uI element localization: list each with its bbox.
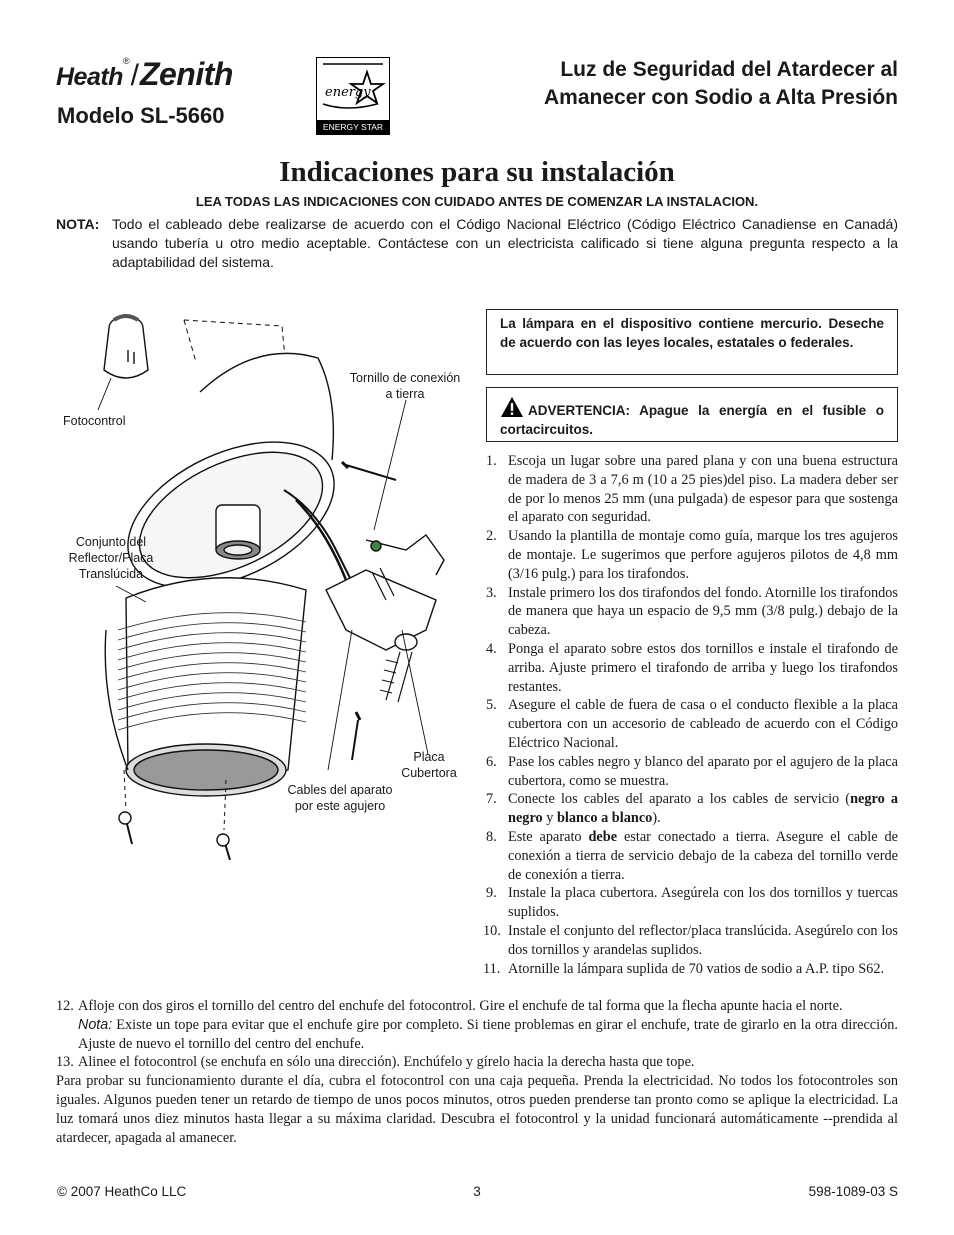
- step-text: Ponga el aparato sobre estos dos tornillos e instale el tirafondo de arriba. Ajuste primero el tirafondo de arriba y luego los tirafondos restantes.: [508, 640, 898, 695]
- list-item: [486, 584, 898, 640]
- list-item: [486, 790, 898, 828]
- step-bold: negro a negro: [508, 791, 898, 827]
- step-number: 10.: [483, 922, 501, 939]
- step-number: 6.: [486, 753, 497, 770]
- warning-notice: [486, 387, 898, 442]
- brand-logo: Heath®/Zenith: [56, 56, 233, 92]
- label-cables-line2: por este agujero: [294, 799, 386, 813]
- warning-icon: [500, 396, 524, 418]
- label-placa: [394, 749, 464, 781]
- list-item: [486, 828, 898, 884]
- label-cables-line1: Cables del aparato: [287, 783, 393, 797]
- step-nota-text: Existe un tope para evitar que el enchufe gire por completo. Si tiene problemas en girar el enchufe, trate de girarlo en la otra dirección. Ajuste de nuevo el tornillo del centro del enchufe.: [78, 1016, 898, 1052]
- warning-text: ADVERTENCIA: Apague la energía en el fusible o cortacircuitos.: [500, 403, 884, 437]
- energy-star-icon: [317, 58, 389, 120]
- step-number: 12.: [56, 998, 74, 1014]
- footer-copyright: © 2007 HeathCo LLC: [57, 1184, 187, 1199]
- list-item: [56, 1053, 898, 1072]
- mercury-notice: La lámpara en el dispositivo contiene mercurio. Deseche de acuerdo con las leyes locales, estatales o federales.: [486, 309, 898, 375]
- list-item: [486, 753, 898, 791]
- step-text: Conecte los cables del aparato a los cables de servicio (: [508, 791, 851, 808]
- closing-paragraph: Para probar su funcionamiento durante el día, cubra el fotocontrol con una caja pequeña. Prenda la electricidad. No todos los fotocontroles son iguales. Algunos pueden tener un retardo de tiempo de unos pocos minutos, otros pueden prenderse tan pronto como se aplique la electricidad. La luz tomará unos diez minutos hasta llegar a su máxima claridad. Descubra el fotocontrol y la unidad funcionará automáticamente --prendida al atardecer, apagada al amanecer.: [56, 1073, 898, 1146]
- brand-heath: Heath: [56, 63, 123, 91]
- label-tornillo-line2: a tierra: [385, 387, 425, 401]
- step-number: 9.: [486, 885, 497, 902]
- page-title: Indicaciones para su instalación: [279, 156, 675, 188]
- step-number: 3.: [486, 584, 497, 601]
- product-title-line2: Amanecer con Sodio a Alta Presión: [544, 86, 898, 109]
- list-item: [486, 884, 898, 922]
- step-text: Este aparato: [508, 828, 589, 845]
- step-bold: blanco a blanco: [556, 810, 653, 827]
- list-item: [56, 997, 898, 1053]
- energy-script-text: energy: [325, 85, 371, 100]
- label-conjunto-line2: Reflector/Placa: [68, 551, 154, 565]
- label-conjunto: [56, 534, 166, 582]
- step-number: 2.: [486, 528, 497, 545]
- list-item: [486, 527, 898, 583]
- step-text: Usando la plantilla de montaje como guía, marque los tres agujeros de montaje. Le sugerimos que perfore agujeros pilotos de 4,8 mm (3/16 pulg.) para los tirafondos.: [508, 528, 898, 582]
- nota-section: [56, 215, 898, 272]
- step-number: 5.: [486, 697, 497, 714]
- label-placa-line1: Placa: [413, 750, 445, 764]
- energy-star-label: ENERGY STAR: [317, 120, 389, 134]
- model-number: Modelo SL-5660: [57, 103, 225, 128]
- step-text: Instale la placa cubertora. Asegúrela con los dos tornillos y tuercas suplidos.: [508, 885, 898, 921]
- step-text: Instale primero los dos tirafondos del fondo. Atornille los tirafondos de manera que haya un espacio de 9,5 mm (3/8 pulg.) debajo de la cabeza.: [508, 584, 898, 639]
- nota-text: Todo el cableado debe realizarse de acuerdo con el Código Nacional Eléctrico (Código Eléctrico Canadiense en Canadá) usando tubería u otro medio aceptable. Contáctese con un electricista calificado si tiene alguna pregunta respecto a la adaptabilidad del sistema.: [112, 216, 898, 270]
- step-number: 1.: [486, 453, 497, 469]
- product-title-line1: Luz de Seguridad del Atardecer al: [560, 58, 898, 81]
- nota-label: NOTA:: [56, 216, 100, 232]
- installation-diagram: [56, 300, 476, 860]
- footer-page-number: 3: [473, 1184, 481, 1199]
- footer-code: 598-1089-03 S: [808, 1184, 898, 1199]
- step-text: Afloje con dos giros el tornillo del centro del enchufe del fotocontrol. Gire el enchufe de tal forma que la flecha apunte hacia el norte.: [78, 998, 843, 1014]
- steps-list: [483, 452, 898, 978]
- step-text: Atornille la lámpara suplida de 70 vatios de sodio a A.P. tipo S62.: [508, 960, 885, 977]
- step-text: y: [542, 810, 557, 827]
- label-tornillo-line1: Tornillo de conexión: [349, 371, 461, 385]
- step-text: Alinee el fotocontrol (se enchufa en sólo una dirección). Enchúfelo y gírelo hacia la derecha hasta que tope.: [78, 1054, 695, 1071]
- product-title: [478, 56, 898, 112]
- read-all-notice: LEA TODAS LAS INDICACIONES CON CUIDADO ANTES DE COMENZAR LA INSTALACION.: [195, 194, 759, 209]
- step-text: Escoja un lugar sobre una pared plana y con una buena estructura de madera de 3 a 7,6 m (10 a 25 pies)del piso. La madera deber ser de por lo menos 25 mm (una pulgada) de espesor para que sostenga el aparato con seguridad.: [508, 453, 898, 526]
- step-number: 11.: [483, 960, 501, 977]
- label-tornillo: [330, 370, 480, 402]
- label-fotocontrol: Fotocontrol: [63, 414, 126, 428]
- step-number: 7.: [486, 791, 497, 808]
- step-number: 4.: [486, 640, 497, 657]
- energy-star-logo: [316, 57, 390, 135]
- step-text: Asegure el cable de fuera de casa o el conducto flexible a la placa cubertora con un accesorio de cableado de acuerdo con el Código Eléctrico Nacional.: [508, 697, 898, 751]
- label-cables: [278, 782, 402, 814]
- step-number: 8.: [486, 828, 497, 845]
- brand-zenith: Zenith: [139, 56, 233, 92]
- label-conjunto-line1: Conjunto del: [75, 535, 147, 549]
- list-item: [483, 960, 898, 979]
- step-text: Pase los cables negro y blanco del aparato por el agujero de la placa cubertora, como se muestra.: [508, 753, 898, 789]
- list-item: [486, 640, 898, 696]
- step-bold: debe: [588, 828, 618, 845]
- step-text: ).: [652, 810, 661, 827]
- step-text: estar conectado a tierra. Asegure el cable de conexión a tierra de servicio debajo de la cabeza del tornillo verde de conexión a tierra.: [508, 828, 898, 883]
- step-number: 13.: [56, 1054, 74, 1071]
- step-text: Instale el conjunto del reflector/placa translúcida. Asegúrelo con los dos tornillos y arandelas suplidos.: [508, 922, 898, 958]
- list-item: [486, 452, 898, 527]
- step-nota-label: Nota:: [78, 1016, 113, 1033]
- final-instructions: [56, 997, 898, 1147]
- list-item: [486, 696, 898, 752]
- label-conjunto-line3: Translúcida: [78, 567, 144, 581]
- label-placa-line2: Cubertora: [401, 766, 457, 780]
- list-item: [483, 922, 898, 960]
